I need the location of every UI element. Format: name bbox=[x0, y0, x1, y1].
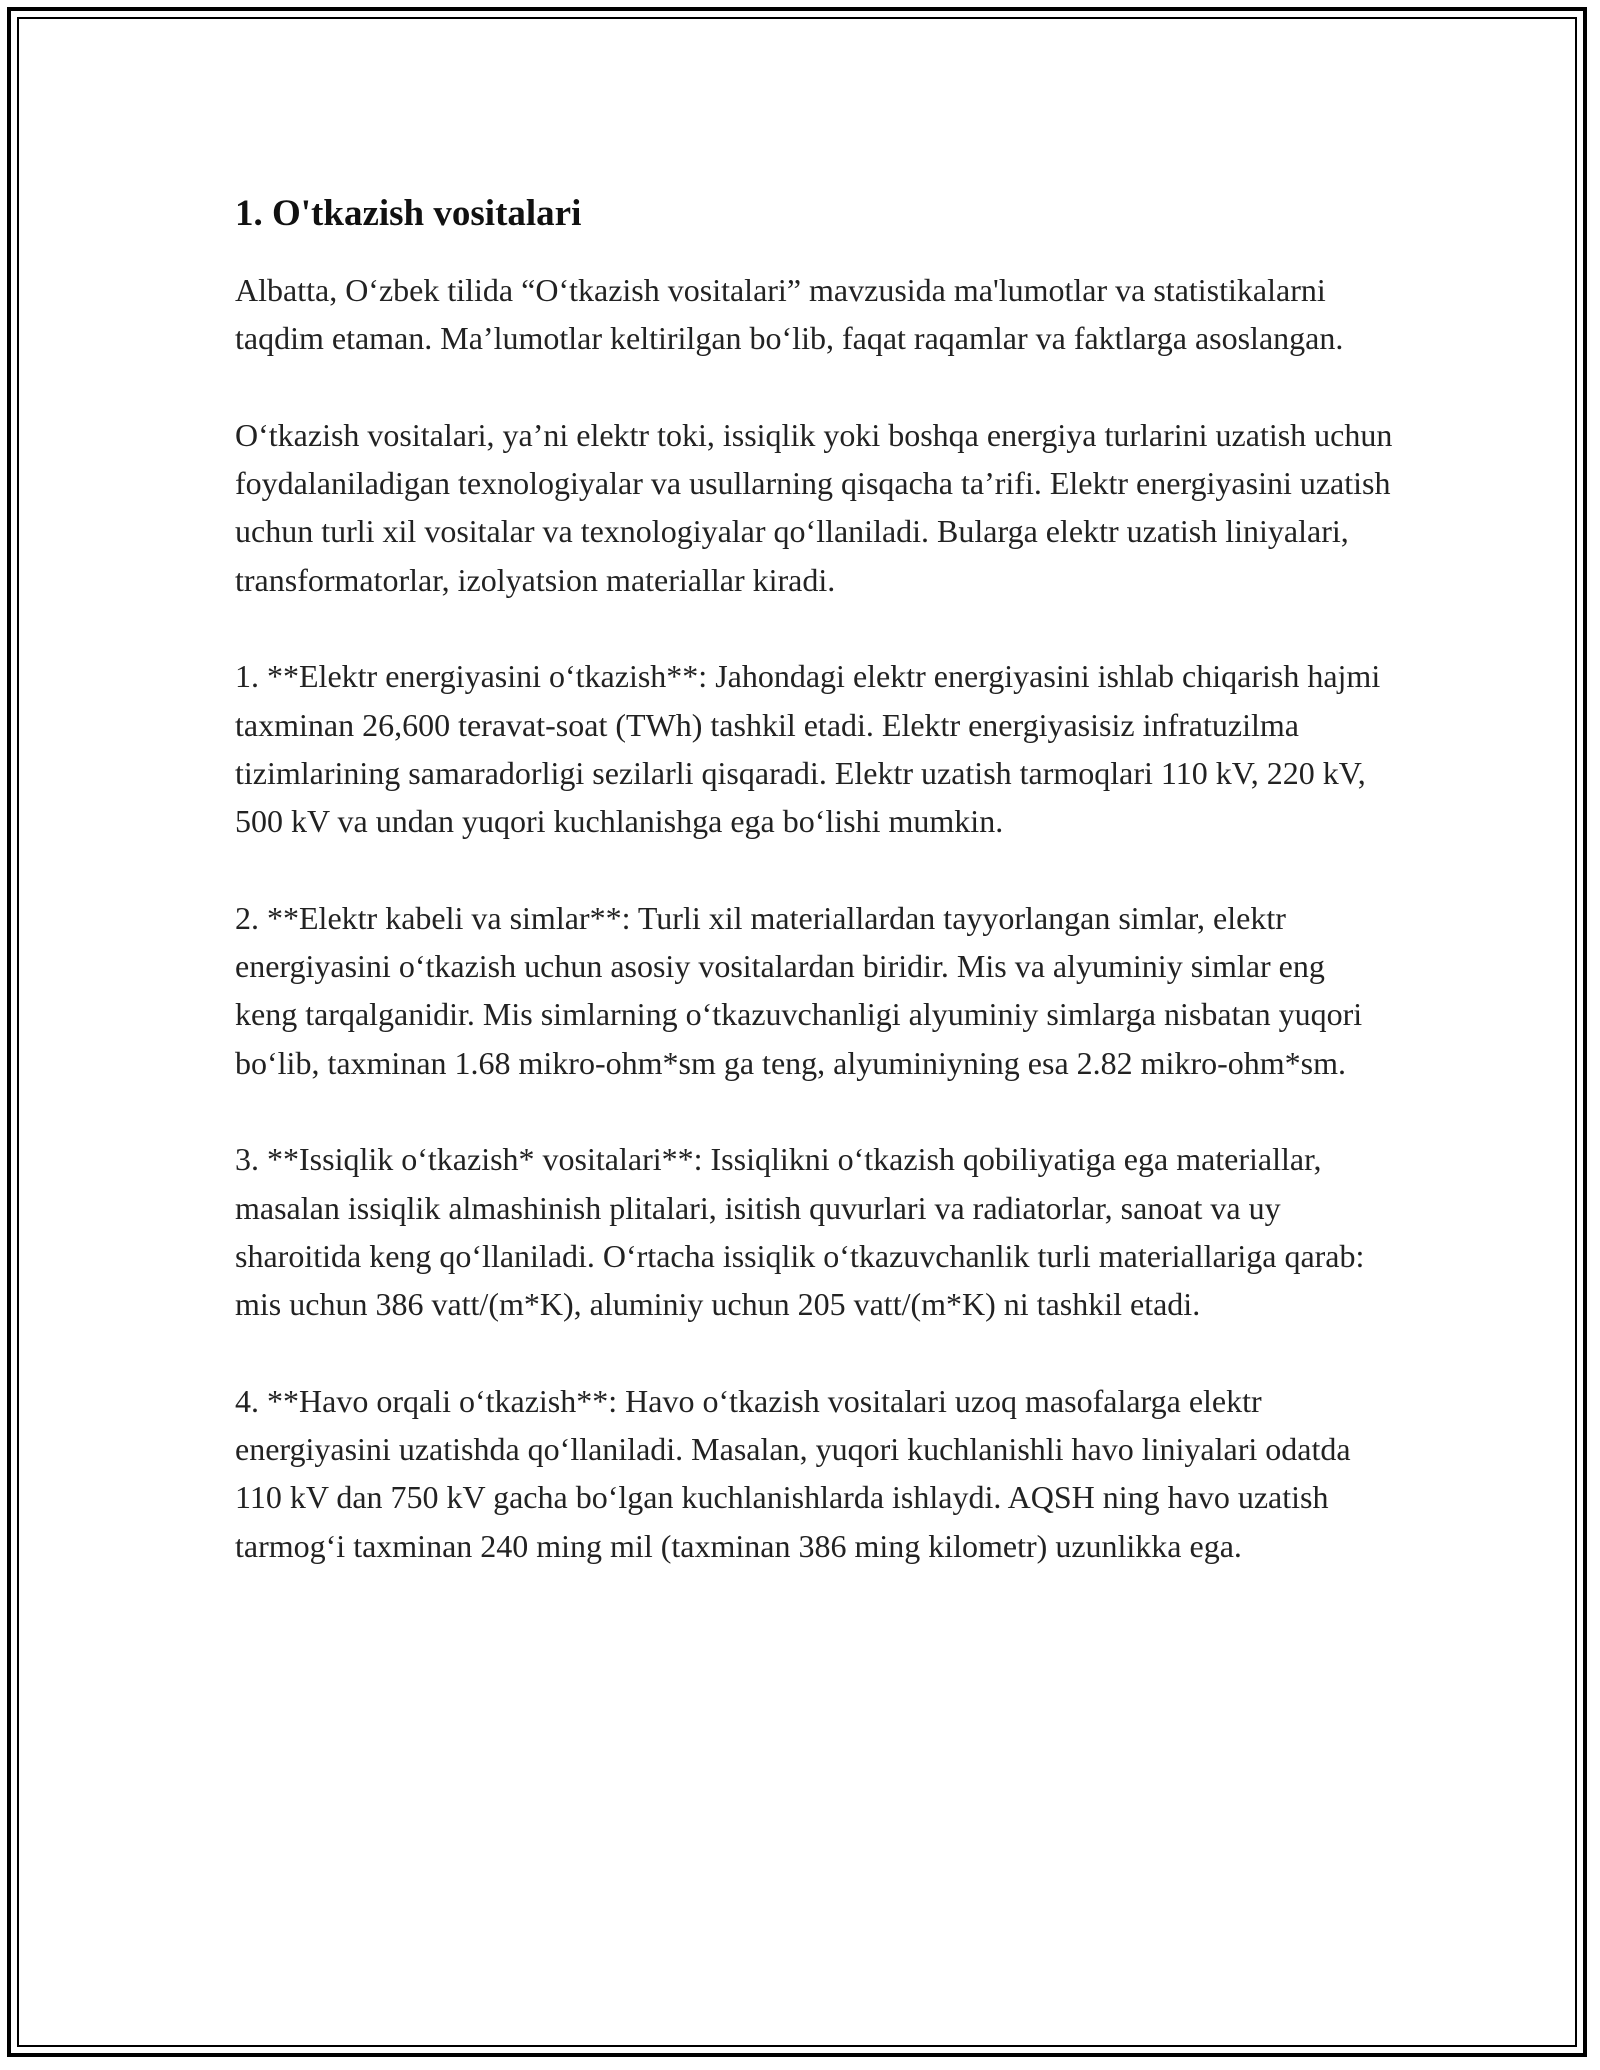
definition-paragraph: O‘tkazish vositalari, ya’ni elektr toki, issiqlik yoki boshqa energiya turlarini uzatish uchun foydalaniladigan texnologiyalar va usullarning qisqacha ta’rifi. Elektr energiyasini uzatish uchun turli xil vositalar va texnologiyalar qo‘llaniladi. Bularga elektr uzatish liniyalari, transformatorlar, izolyatsion materiallar kiradi. bbox=[235, 416, 1393, 598]
intro-paragraph: Albatta, O‘zbek tilida “O‘tkazish vositalari” mavzusida ma'lumotlar va statistikalarni taqdim etaman. Ma’lumotlar keltirilgan bo‘lib, faqat raqamlar va faktlarga asoslangan. bbox=[235, 272, 1344, 357]
list-item-overhead-transmission: 4. **Havo orqali o‘tkazish**: Havo o‘tkazish vositalari uzoq masofalarga elektr energiyasini uzatishda qo‘llaniladi. Masalan, yuqori kuchlanishli havo liniyalari odatda 110 kV dan 750 kV gacha bo‘lgan kuchlanishlarda ishlaydi. AQSH ning havo uzatish tarmog‘i taxminan 240 ming mil (taxminan 386 ming kilometr) uzunlikka ega. bbox=[235, 1382, 1351, 1564]
document-title: 1. O'tkazish vositalari bbox=[235, 193, 582, 234]
list-item-electric-transmission: 1. **Elektr energiyasini o‘tkazish**: Jahondagi elektr energiyasini ishlab chiqarish hajmi taxminan 26,600 teravat-soat (TWh) tashkil etadi. Elektr energiyasisiz infratuzilma tizimlarining samaradorligi sezilarli qisqaradi. Elektr uzatish tarmoqlari 110 kV, 220 kV, 500 kV va undan yuqori kuchlanishga ega bo‘lishi mumkin. bbox=[235, 658, 1381, 840]
list-item-heat-transfer: 3. **Issiqlik o‘tkazish* vositalari**: Issiqlikni o‘tkazish qobiliyatiga ega materiallar, masalan issiqlik almashinish plitalari, isitish quvurlari va radiatorlar, sanoat va uy sharoitida keng qo‘llaniladi. O‘rtacha issiqlik o‘tkazuvchanlik turli materiallariga qarab: mis uchun 386 vatt/(m*K), aluminiy uchun 205 vatt/(m*K) ni tashkil etadi. bbox=[235, 1141, 1365, 1323]
document-body bbox=[235, 190, 1395, 1570]
list-item-cables-and-wires: 2. **Elektr kabeli va simlar**: Turli xil materiallardan tayyorlangan simlar, elektr energiyasini o‘tkazish uchun asosiy vositalardan biridir. Mis va alyuminiy simlar eng keng tarqalganidir. Mis simlarning o‘tkazuvchanligi alyuminiy simlarga nisbatan yuqori bo‘lib, taxminan 1.68 mikro-ohm*sm ga teng, alyuminiyning esa 2.82 mikro-ohm*sm. bbox=[235, 899, 1363, 1081]
